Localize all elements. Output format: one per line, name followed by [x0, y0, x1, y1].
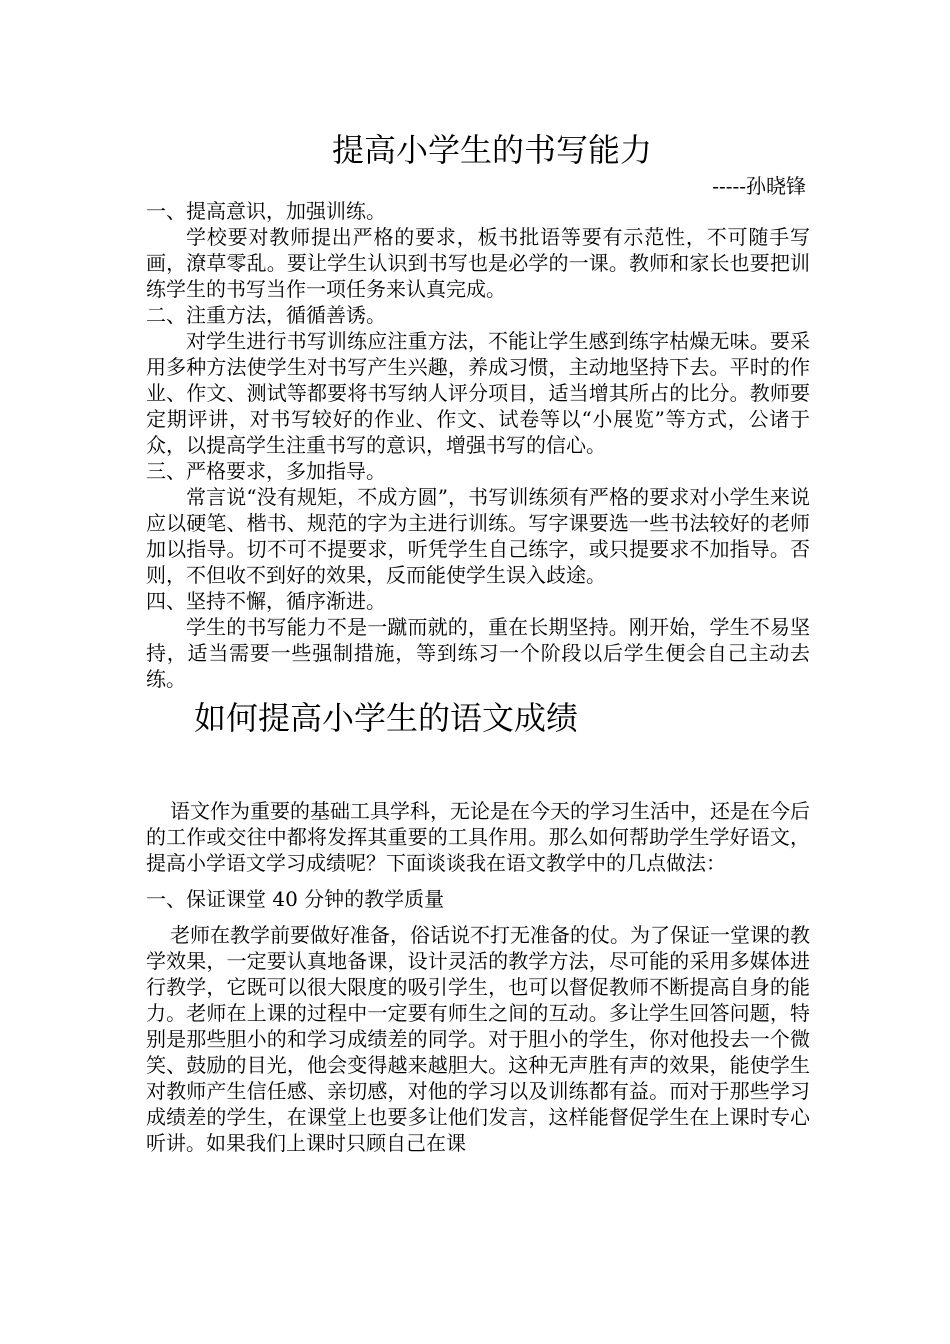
- article1-author: -----孙晓锋: [712, 174, 806, 198]
- article1-section2-heading: 二、注重方法，循循善诱。: [146, 303, 386, 327]
- article1-section4-body: 学生的书写能力不是一蹴而就的，重在长期坚持。刚开始，学生不易坚持，适当需要一些强制措施，等到练习一个阶段以后学生便会自己主动去练。: [146, 615, 810, 691]
- article1-title: 提高小学生的书写能力: [331, 131, 652, 169]
- article2-heading1: 一、保证课堂 40 分钟的教学质量: [146, 887, 445, 911]
- article1-section1-heading: 一、提高意识，加强训练。: [146, 199, 386, 223]
- article1-section4-heading: 四、坚持不懈，循序渐进。: [146, 589, 386, 613]
- spacer: [146, 738, 810, 798]
- article2-title: 如何提高小学生的语文成绩: [194, 699, 579, 737]
- article1-section1-body: 学校要对教师提出严格的要求，板书批语等要有示范性，不可随手写画，潦草零乱。要让学生认识到书写也是必学的一课。教师和家长也要把训练学生的书写当作一项任务来认真完成。: [146, 225, 810, 301]
- article1-section3-heading: 三、严格要求，多加指导。: [146, 459, 386, 483]
- document-content: [146, 128, 810, 1166]
- article1-section2-body: 对学生进行书写训练应注重方法，不能让学生感到练字枯燥无味。要采用多种方法使学生对书写产生兴趣，养成习惯，主动地坚持下去。平时的作业、作文、测试等都要将书写纳人评分项目，适当增其所占的比分。教师要定期评讲，对书写较好的作业、作文、试卷等以“小展览”等方式，公诸于众，以提高学生注重书写的意识，增强书写的信心。: [146, 329, 810, 457]
- article2-body1: 老师在教学前要做好准备，俗话说不打无准备的仗。为了保证一堂课的教学效果，一定要认真地备课，设计灵活的教学方法，尽可能的采用多媒体进行教学，它既可以很大限度的吸引学生，也可以督促教师不断提高自身的能力。老师在上课的过程中一定要有师生之间的互动。多让学生回答问题，特别是那些胆小的和学习成绩差的同学。对于胆小的学生，你对他投去一个微笑、鼓励的目光，他会变得越来越胆大。这种无声胜有声的效果，能使学生对教师产生信任感、亲切感，对他的学习以及训练都有益。而对于那些学习成绩差的学生，在课堂上也要多让他们发言，这样能督促学生在上课时专心听讲。如果我们上课时只顾自己在课: [146, 923, 810, 1155]
- article1-section3-body: 常言说“没有规矩，不成方圆”，书写训练须有严格的要求对小学生来说应以硬笔、楷书、规范的字为主进行训练。写字课要选一些书法较好的老师加以指导。切不可不提要求，听凭学生自己练字，或只提要求不加指导。否则，不但收不到好的效果，反而能使学生误入歧途。: [146, 485, 810, 587]
- article2-intro: 语文作为重要的基础工具学科，无论是在今天的学习生活中，还是在今后的工作或交往中都将发挥其重要的工具作用。那么如何帮助学生学好语文，提高小学语文学习成绩呢？下面谈谈我在语文教学中的几点做法：: [146, 799, 810, 875]
